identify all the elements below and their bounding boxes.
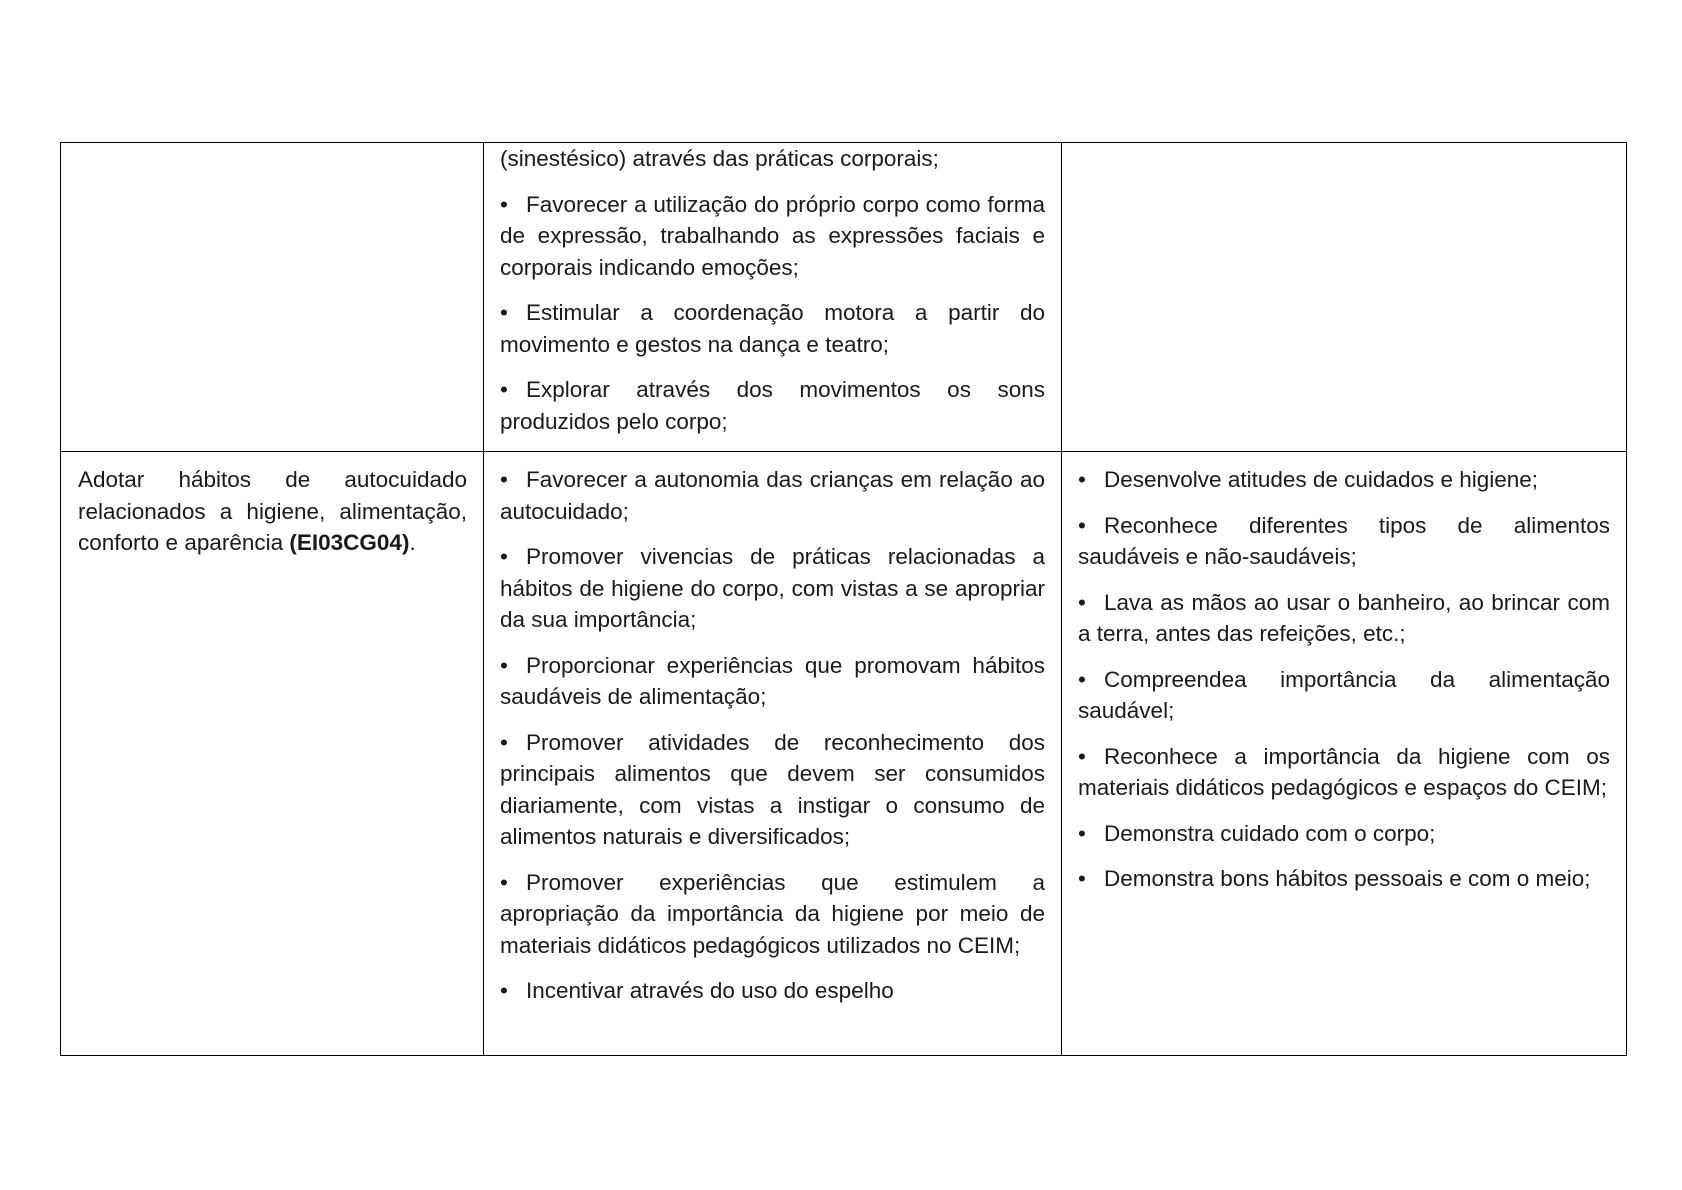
list-item-text: Reconhece diferentes tipos de alimentos saudáveis e não-saudáveis; (1078, 512, 1610, 569)
list-item-text: Estimular a coordenação motora a partir do movimento e gestos na dança e teatro; (500, 300, 1045, 357)
bullet-icon: • (500, 869, 508, 895)
evaluation-cell (1062, 452, 1627, 1056)
list-item (500, 541, 1045, 636)
list-item (1078, 863, 1610, 895)
bullet-icon: • (1078, 820, 1086, 846)
bullet-icon: • (1078, 512, 1086, 538)
bullet-icon: • (500, 652, 508, 678)
strategies-cell (484, 143, 1062, 452)
strategies-cell (484, 452, 1062, 1056)
list-item (500, 867, 1045, 962)
objective-code: (EI03CG04) (289, 530, 410, 555)
evaluation-cell (1062, 143, 1627, 452)
bullet-icon: • (1078, 866, 1086, 891)
table-row (61, 143, 1627, 452)
list-item (500, 464, 1045, 527)
list-item-text: Promover experiências que estimulem a apropriação da importância da higiene por meio de materiais didáticos pedagógicos utilizados no CEIM; (500, 869, 1045, 958)
bullet-icon: • (500, 729, 508, 755)
bullet-icon: • (1078, 467, 1086, 492)
bullet-icon: • (500, 978, 508, 1003)
objective-end: . (409, 530, 416, 555)
list-item (1078, 587, 1610, 650)
list-item-text: Demonstra bons hábitos pessoais e com o meio; (1104, 866, 1591, 891)
list-item (500, 650, 1045, 713)
list-item (500, 975, 1045, 1007)
list-item-text: Reconhece a importância da higiene com os materiais didáticos pedagógicos e espaços do CEIM; (1078, 743, 1610, 800)
list-item (1078, 741, 1610, 804)
list-item (500, 374, 1045, 437)
objective-text (78, 464, 467, 559)
table-row (61, 452, 1627, 1056)
strategies-list (500, 189, 1045, 438)
bullet-icon: • (1078, 743, 1086, 769)
list-item-text: Incentivar através do uso do espelho (526, 978, 894, 1003)
list-item-text: Favorecer a autonomia das crianças em relação ao autocuidado; (500, 467, 1045, 524)
objectives-table (60, 142, 1627, 1056)
list-item (500, 727, 1045, 853)
evaluation-list (1078, 464, 1610, 895)
continued-text: (sinestésico) através das práticas corporais; (500, 146, 939, 171)
list-item-text: Promover atividades de reconhecimento dos principais alimentos que devem ser consumidos diariamente, com vistas a instigar o consumo de alimentos naturais e diversificados; (500, 729, 1045, 849)
objective-cell (61, 452, 484, 1056)
list-item-text: Compreendea importância da alimentação saudável; (1078, 666, 1610, 723)
list-item (1078, 818, 1610, 850)
list-item (500, 297, 1045, 360)
list-item (500, 189, 1045, 284)
list-item-text: Lava as mãos ao usar o banheiro, ao brincar com a terra, antes das refeições, etc.; (1078, 589, 1610, 646)
bullet-icon: • (500, 467, 508, 492)
bullet-icon: • (500, 377, 508, 402)
list-item (1078, 510, 1610, 573)
objective-description: Adotar hábitos de autocuidado relacionados a higiene, alimentação, conforto e aparência (78, 467, 467, 555)
list-item-text: Promover vivencias de práticas relacionadas a hábitos de higiene do corpo, com vistas a se apropriar da sua importância; (500, 544, 1045, 632)
list-item-text: Desenvolve atitudes de cuidados e higiene; (1104, 467, 1539, 492)
list-item-text: Explorar através dos movimentos os sons produzidos pelo corpo; (500, 377, 1045, 434)
bullet-icon: • (500, 544, 508, 569)
list-item (1078, 664, 1610, 727)
bullet-icon: • (1078, 589, 1086, 615)
bullet-icon: • (500, 191, 508, 217)
list-item-text: Favorecer a utilização do próprio corpo como forma de expressão, trabalhando as expressões faciais e corporais indicando emoções; (500, 191, 1045, 280)
list-item-text: Proporcionar experiências que promovam hábitos saudáveis de alimentação; (500, 652, 1045, 709)
list-item (1078, 464, 1610, 496)
bullet-icon: • (1078, 666, 1086, 692)
list-item-text: Demonstra cuidado com o corpo; (1104, 820, 1436, 846)
bullet-icon: • (500, 300, 508, 325)
strategies-list (500, 464, 1045, 1007)
objective-cell (61, 143, 484, 452)
